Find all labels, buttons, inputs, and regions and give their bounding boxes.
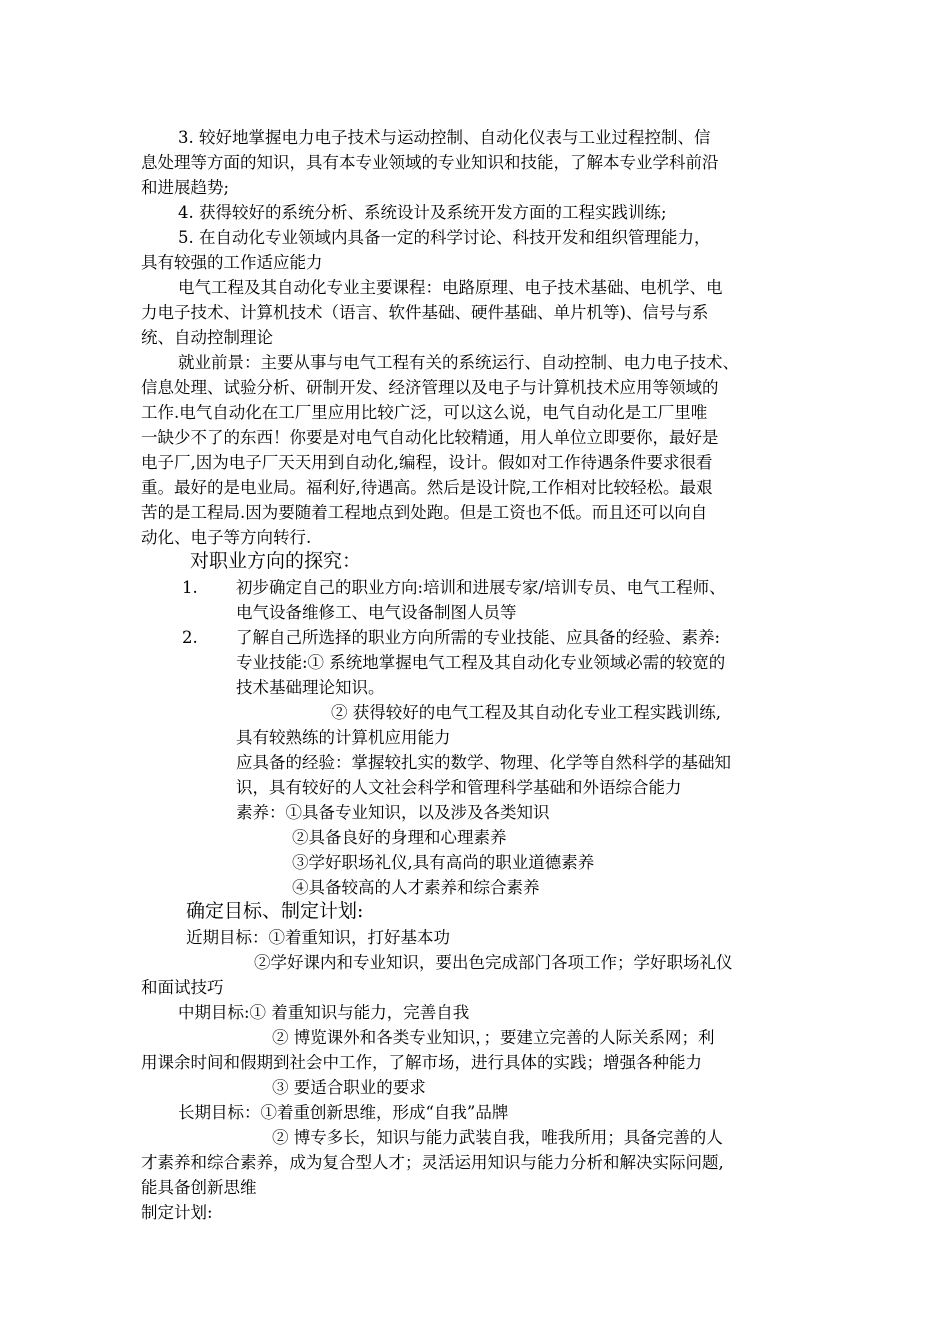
- goal-line: 长期目标：①着重创新思维，形成“自我”品牌: [178, 1103, 509, 1122]
- employment-line: 动化、电子等方向转行.: [141, 528, 312, 547]
- list-item-line: 电气设备维修工、电气设备制图人员等: [236, 603, 517, 622]
- employment-line: 信息处理、试验分析、研制开发、经济管理以及电子与计算机技术应用等领域的: [141, 378, 719, 397]
- employment-line: 就业前景：主要从事与电气工程有关的系统运行、自动控制、电力电子技术、: [178, 353, 739, 372]
- paragraph-line: 5. 在自动化专业领域内具备一定的科学讨论、科技开发和组织管理能力，: [178, 228, 711, 247]
- goal-line: ② 博览课外和各类专业知识，；要建立完善的人际关系网；利: [272, 1028, 715, 1047]
- goal-line: 能具备创新思维: [141, 1178, 257, 1197]
- paragraph-line: 具有较强的工作适应能力: [141, 253, 323, 272]
- list-item-line: ④具备较高的人才素养和综合素养: [292, 878, 540, 897]
- list-number: 2.: [182, 628, 198, 647]
- paragraph-line: 4. 获得较好的系统分析、系统设计及系统开发方面的工程实践训练;: [178, 203, 667, 222]
- list-item-line: ② 获得较好的电气工程及其自动化专业工程实践训练,: [331, 703, 721, 722]
- list-item-line: ②具备良好的身理和心理素养: [292, 828, 507, 847]
- list-item-line: 专业技能:① 系统地掌握电气工程及其自动化专业领域必需的较宽的: [236, 653, 726, 672]
- section-heading-goals: 确定目标、制定计划:: [186, 900, 364, 922]
- goal-line: 制定计划:: [141, 1203, 213, 1222]
- employment-line: 重。最好的是电业局。福利好,待遇高。然后是设计院,工作相对比较轻松。最艰: [141, 478, 713, 497]
- employment-line: 工作.电气自动化在工厂里应用比较广泛，可以这么说，电气自动化是工厂里唯: [141, 403, 708, 422]
- goal-line: ②学好课内和专业知识，要出色完成部门各项工作；学好职场礼仪: [254, 953, 733, 972]
- list-item-line: 应具备的经验：掌握较扎实的数学、物理、化学等自然科学的基础知: [236, 753, 731, 772]
- paragraph-line: 息处理等方面的知识，具有本专业领域的专业知识和技能，了解本专业学科前沿: [141, 153, 719, 172]
- paragraph-line: 和进展趋势;: [141, 178, 230, 197]
- employment-line: 电子厂,因为电子厂天天用到自动化,编程，设计。假如对工作待遇条件要求很看: [141, 453, 713, 472]
- list-item-line: 具有较熟练的计算机应用能力: [236, 728, 451, 747]
- goal-line: 中期目标:① 着重知识与能力，完善自我: [178, 1003, 470, 1022]
- courses-line: 电气工程及其自动化专业主要课程：电路原理、电子技术基础、电机学、电: [178, 278, 723, 297]
- list-number: 1.: [182, 578, 198, 597]
- list-item-line: ③学好职场礼仪,具有高尚的职业道德素养: [292, 853, 595, 872]
- courses-line: 力电子技术、计算机技术（语言、软件基础、硬件基础、单片机等)、信号与系: [141, 303, 709, 322]
- list-item-line: 技术基础理论知识。: [236, 678, 385, 697]
- goal-line: 才素养和综合素养，成为复合型人才；灵活运用知识与能力分析和解决实际问题,: [141, 1153, 724, 1172]
- list-item-line: 初步确定自己的职业方向:培训和进展专家/培训专员、电气工程师、: [236, 578, 726, 597]
- goal-line: 近期目标：①着重知识，打好基本功: [186, 928, 450, 947]
- goal-line: 用课余时间和假期到社会中工作，了解市场，进行具体的实践；增强各种能力: [141, 1053, 702, 1072]
- list-item-line: 素养：①具备专业知识，以及涉及各类知识: [236, 803, 550, 822]
- list-item-line: 识，具有较好的人文社会科学和管理科学基础和外语综合能力: [236, 778, 682, 797]
- employment-line: 苦的是工程局.因为要随着工程地点到处跑。但是工资也不低。而且还可以向自: [141, 503, 708, 522]
- list-item-line: 了解自己所选择的职业方向所需的专业技能、应具备的经验、素养:: [236, 628, 721, 647]
- employment-line: 一缺少不了的东西！你要是对电气自动化比较精通，用人单位立即要你，最好是: [141, 428, 719, 447]
- courses-line: 统、自动控制理论: [141, 328, 273, 347]
- goal-line: 和面试技巧: [141, 978, 224, 997]
- goal-line: ③ 要适合职业的要求: [272, 1078, 426, 1097]
- paragraph-line: 3. 较好地掌握电力电子技术与运动控制、自动化仪表与工业过程控制、信: [178, 128, 711, 147]
- section-heading-career: 对职业方向的探究：: [190, 550, 362, 572]
- goal-line: ② 博专多长，知识与能力武装自我，唯我所用；具备完善的人: [272, 1128, 723, 1147]
